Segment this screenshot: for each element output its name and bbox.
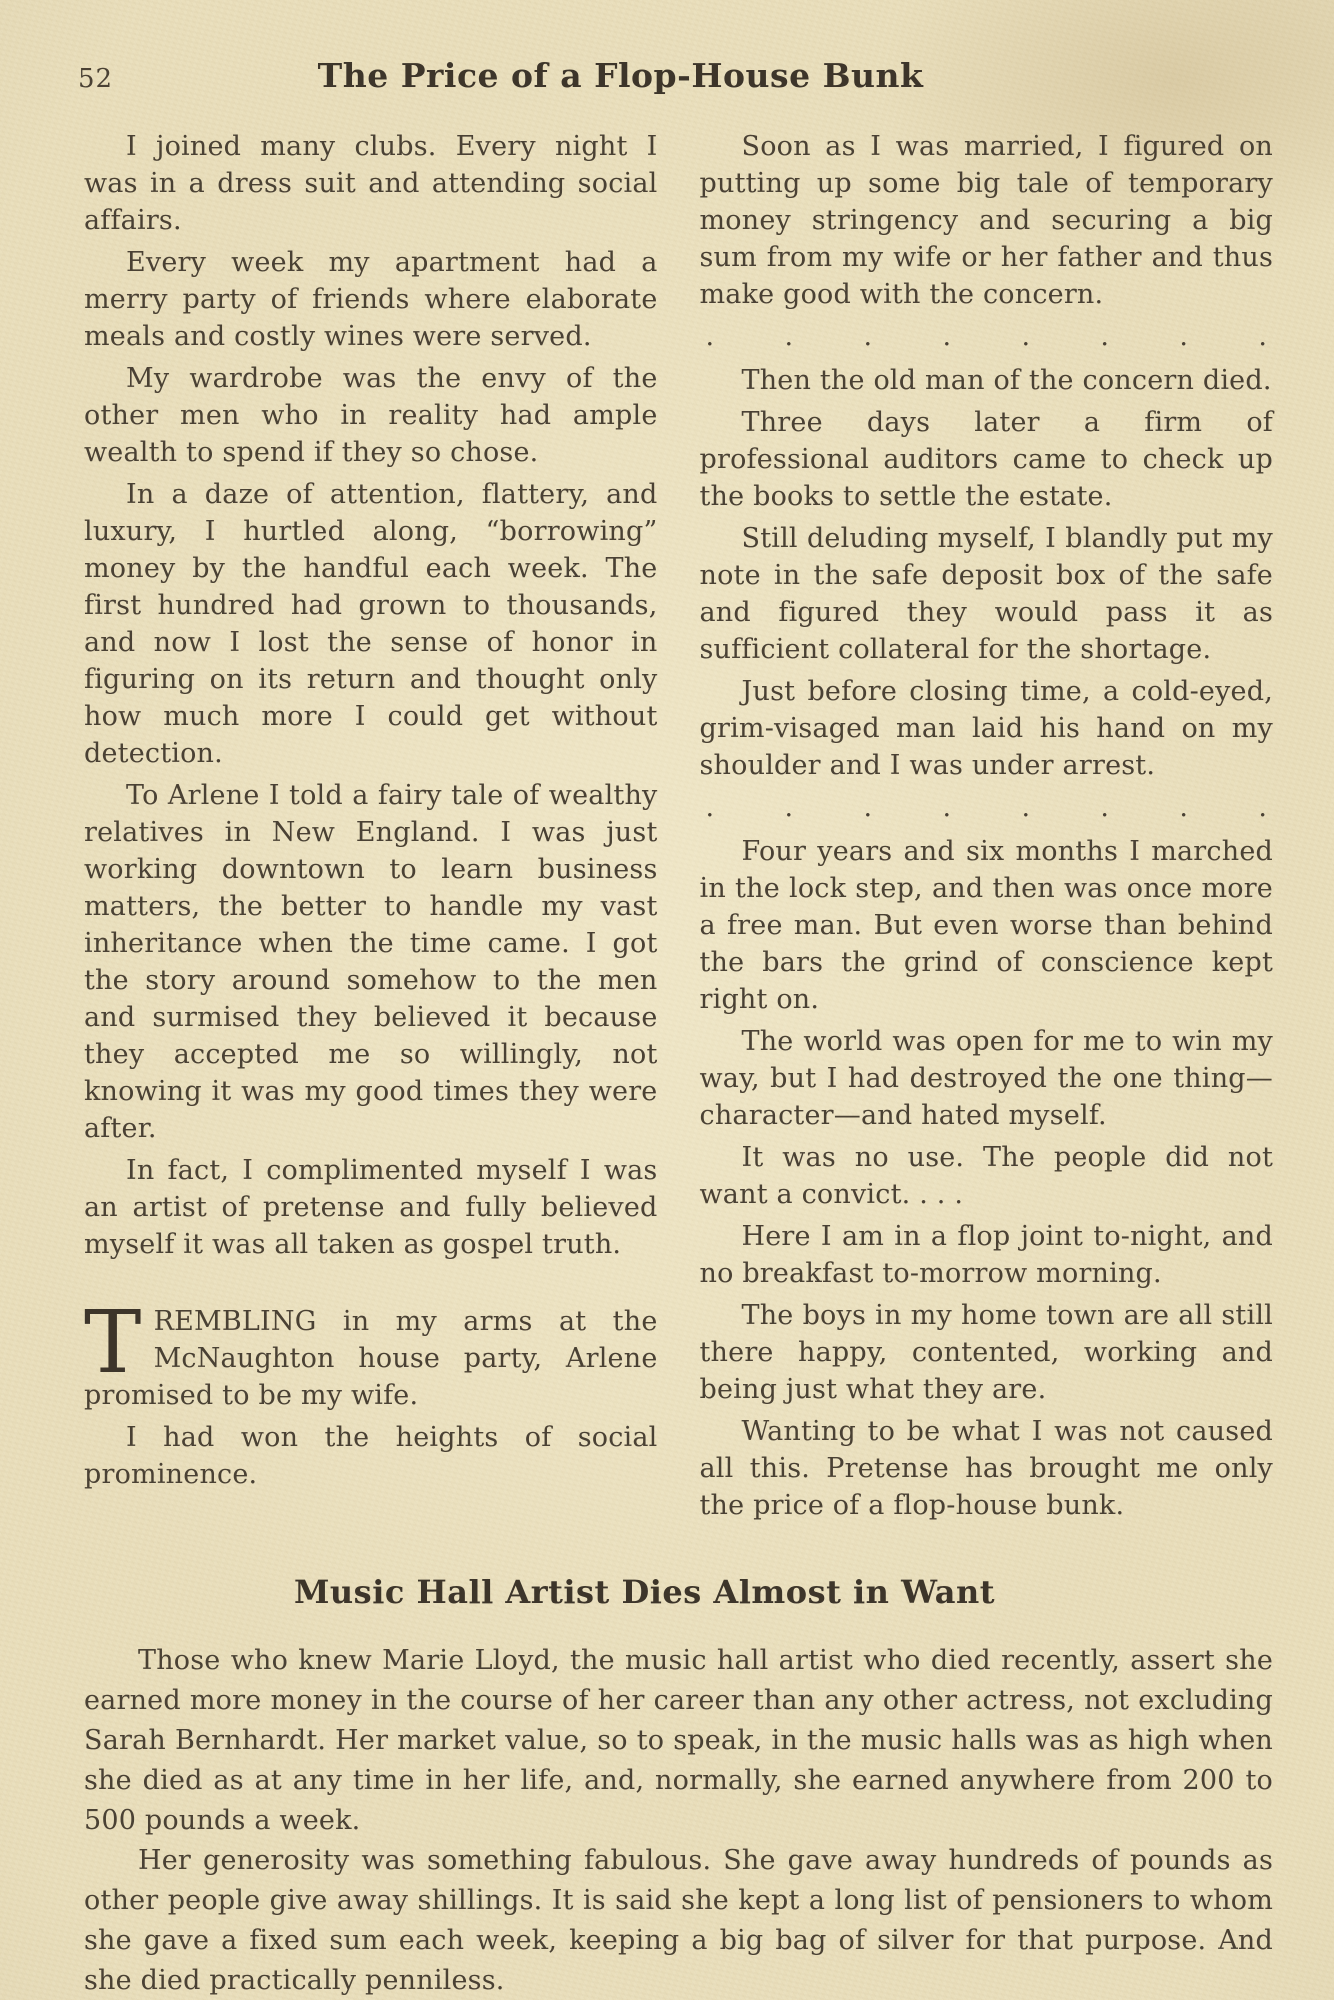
- dropcap-paragraph-text: REMBLING in my arms at the McNaughton house party, Arlene promised to be my wife.: [84, 1306, 658, 1411]
- story-paragraph: Here I am in a flop joint to-night, and no breakfast to-morrow morning.: [699, 1221, 1273, 1289]
- dropcap-paragraph: [84, 1293, 658, 1414]
- story-paragraph: I had won the heights of social prominence.: [84, 1422, 658, 1490]
- story-paragraph: To Arlene I told a fairy tale of wealthy relatives in New England. I was just working downtown to learn business matters, the better to handle my vast inheritance when the time came. I got the story around somehow to the men and surmised they believed it because they accepted me so willingly, not knowing it was my good times they were after.: [84, 780, 658, 1144]
- dropcap-initial: T: [84, 1293, 142, 1393]
- story-paragraph: Just before closing time, a cold-eyed, grim-visaged man laid his hand on my shoulder and I was under arrest.: [699, 676, 1273, 781]
- story-paragraph: Then the old man of the concern died.: [741, 365, 1272, 396]
- page-number: 52: [78, 64, 114, 94]
- story-paragraph: Wanting to be what I was not caused all this. Pretense has brought me only the price of a flop-house bunk.: [699, 1416, 1273, 1521]
- story-paragraph: It was no use. The people did not want a convict. . . .: [699, 1142, 1273, 1210]
- story-paragraph: My wardrobe was the envy of the other men who in reality had ample wealth to spend if they so chose.: [84, 363, 658, 468]
- section-separator-dots: . . . . . . . .: [705, 792, 1267, 823]
- article-paragraph: Those who knew Marie Lloyd, the music hall artist who died recently, assert she earned more money in the course of her career than any other actress, not excluding Sarah Bernhardt. Her market value, so to speak, in the music halls was as high when she died as at any time in her life, and, normally, she earned anywhere from 200 to 500 pounds a week.: [84, 1645, 1273, 1836]
- story-paragraph: Every week my apartment had a merry party of friends where elaborate meals and costly wines were served.: [84, 247, 658, 352]
- running-title: The Price of a Flop-House Bunk: [317, 56, 924, 95]
- story-paragraph: Soon as I was married, I figured on putting up some big tale of temporary money stringency and securing a big sum from my wife or her father and thus make good with the concern.: [699, 131, 1273, 310]
- story-paragraph: Four years and six months I marched in the lock step, and then was once more a free man. But even worse than behind the bars the grind of conscience kept right on.: [699, 836, 1273, 1015]
- article-paragraph: Her generosity was something fabulous. She gave away hundreds of pounds as other people give away shillings. It is said she kept a long list of pensioners to whom she gave a fixed sum each week, keeping a big bag of silver for that purpose. And she died practically penniless.: [84, 1845, 1273, 1996]
- story-paragraph: The world was open for me to win my way, but I had destroyed the one thing—character—and hated myself.: [699, 1026, 1273, 1131]
- section-separator-dots: . . . . . . . .: [705, 321, 1267, 352]
- left-column: [84, 128, 658, 1529]
- story-paragraph: Still deluding myself, I blandly put my note in the safe deposit box of the safe and figured they would pass it as sufficient collateral for the shortage.: [699, 523, 1273, 665]
- story-paragraph: I joined many clubs. Every night I was in a dress suit and attending social affairs.: [84, 131, 658, 236]
- right-column: [700, 128, 1274, 1529]
- story-columns: [84, 128, 1273, 1529]
- bottom-article: [84, 1573, 1273, 2000]
- story-paragraph: In fact, I complimented myself I was an artist of pretense and fully believed myself it was all taken as gospel truth.: [84, 1155, 658, 1260]
- story-paragraph: The boys in my home town are all still there happy, contented, working and being just what they are.: [699, 1300, 1273, 1405]
- article-title: Music Hall Artist Dies Almost in Want: [293, 1573, 995, 1611]
- story-paragraph: Three days later a firm of professional auditors came to check up the books to settle the estate.: [699, 407, 1273, 512]
- page-header: [78, 56, 1273, 100]
- story-paragraph: In a daze of attention, flattery, and luxury, I hurtled along, “borrowing” money by the handful each week. The first hundred had grown to thousands, and now I lost the sense of honor in figuring on its return and thought only how much more I could get without detection.: [84, 479, 658, 769]
